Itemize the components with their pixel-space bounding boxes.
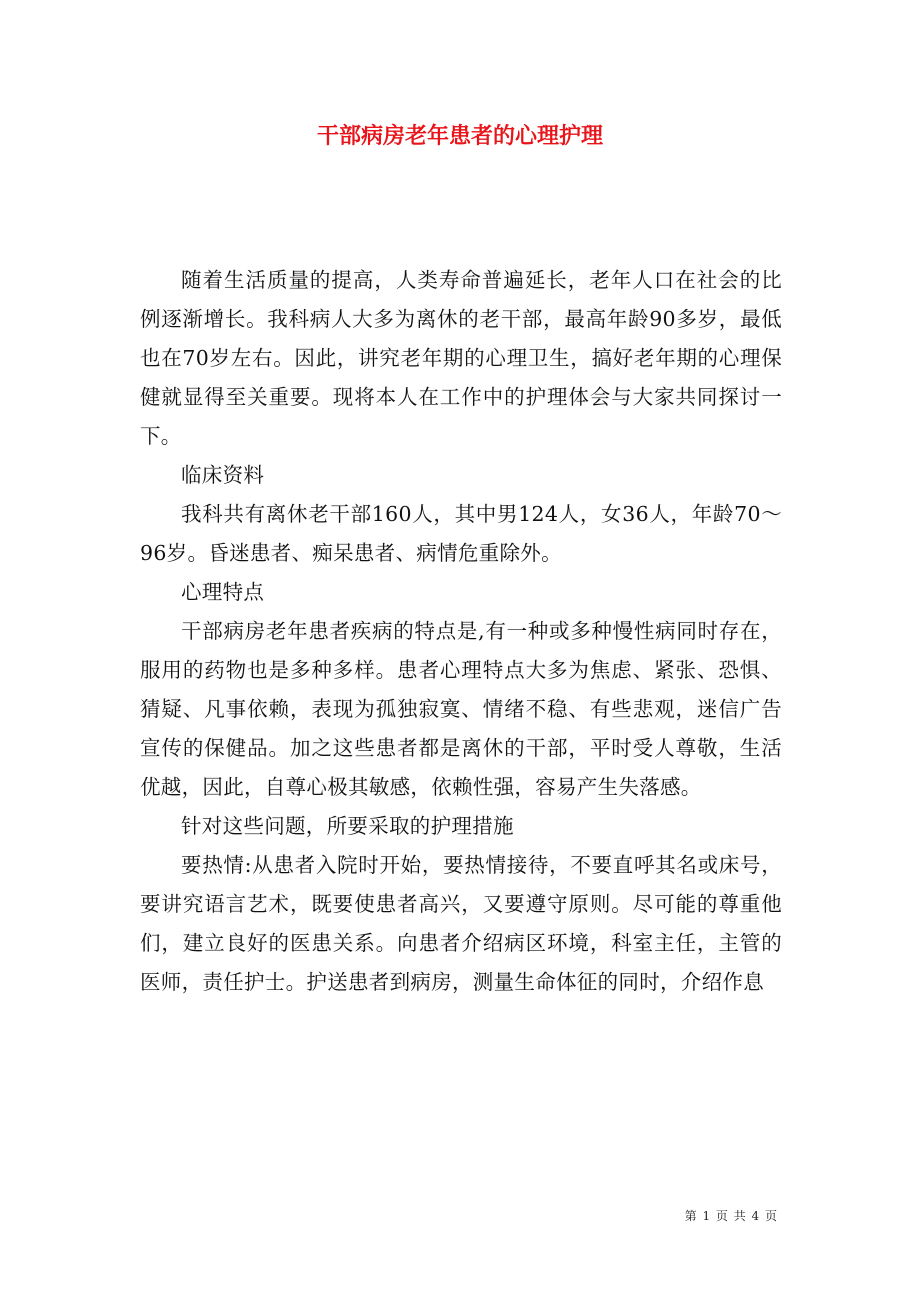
intro-paragraph: 随着生活质量的提高，人类寿命普遍延长，老年人口在社会的比例逐渐增长。我科病人大多为离休的老干部，最高年龄90多岁，最低也在70岁左右。因此，讲究老年期的心理卫生，搞好老年期的心理保健就显得至关重要。现将本人在工作中的护理体会与大家共同探讨一下。	[140, 268, 782, 448]
nursing-measures-paragraph: 要热情:从患者入院时开始，要热情接待，不要直呼其名或床号，要讲究语言艺术，既要使患者高兴，又要遵守原则。尽可能的尊重他们，建立良好的医患关系。向患者介绍病区环境，科室主任，主管的医师，责任护士。护送患者到病房，测量生命体征的同时，介绍作息	[140, 853, 782, 994]
document-title: 干部病房老年患者的心理护理	[316, 123, 603, 149]
section-heading-nursing-measures: 针对这些问题，所要采取的护理措施	[181, 814, 514, 838]
clinical-data-paragraph: 我科共有离休老干部160人，其中男124人，女36人，年龄70～96岁。昏迷患者、痴呆患者、病情危重除外。	[140, 502, 782, 565]
page-number-footer: 第 1 页 共 4 页	[684, 1209, 778, 1223]
section-heading-psychological-traits: 心理特点	[181, 580, 265, 604]
document-body	[140, 261, 782, 1002]
psychological-traits-paragraph: 干部病房老年患者疾病的特点是,有一种或多种慢性病同时存在，服用的药物也是多种多样。患者心理特点大多为焦虑、紧张、恐惧、猜疑、凡事依赖，表现为孤独寂寞、情绪不稳、有些悲观，迷信广告宣传的保健品。加之这些患者都是离休的干部，平时受人尊敬，生活优越，因此，自尊心极其敏感，依赖性强，容易产生失落感。	[140, 619, 782, 799]
section-heading-clinical-data: 临床资料	[181, 463, 265, 487]
